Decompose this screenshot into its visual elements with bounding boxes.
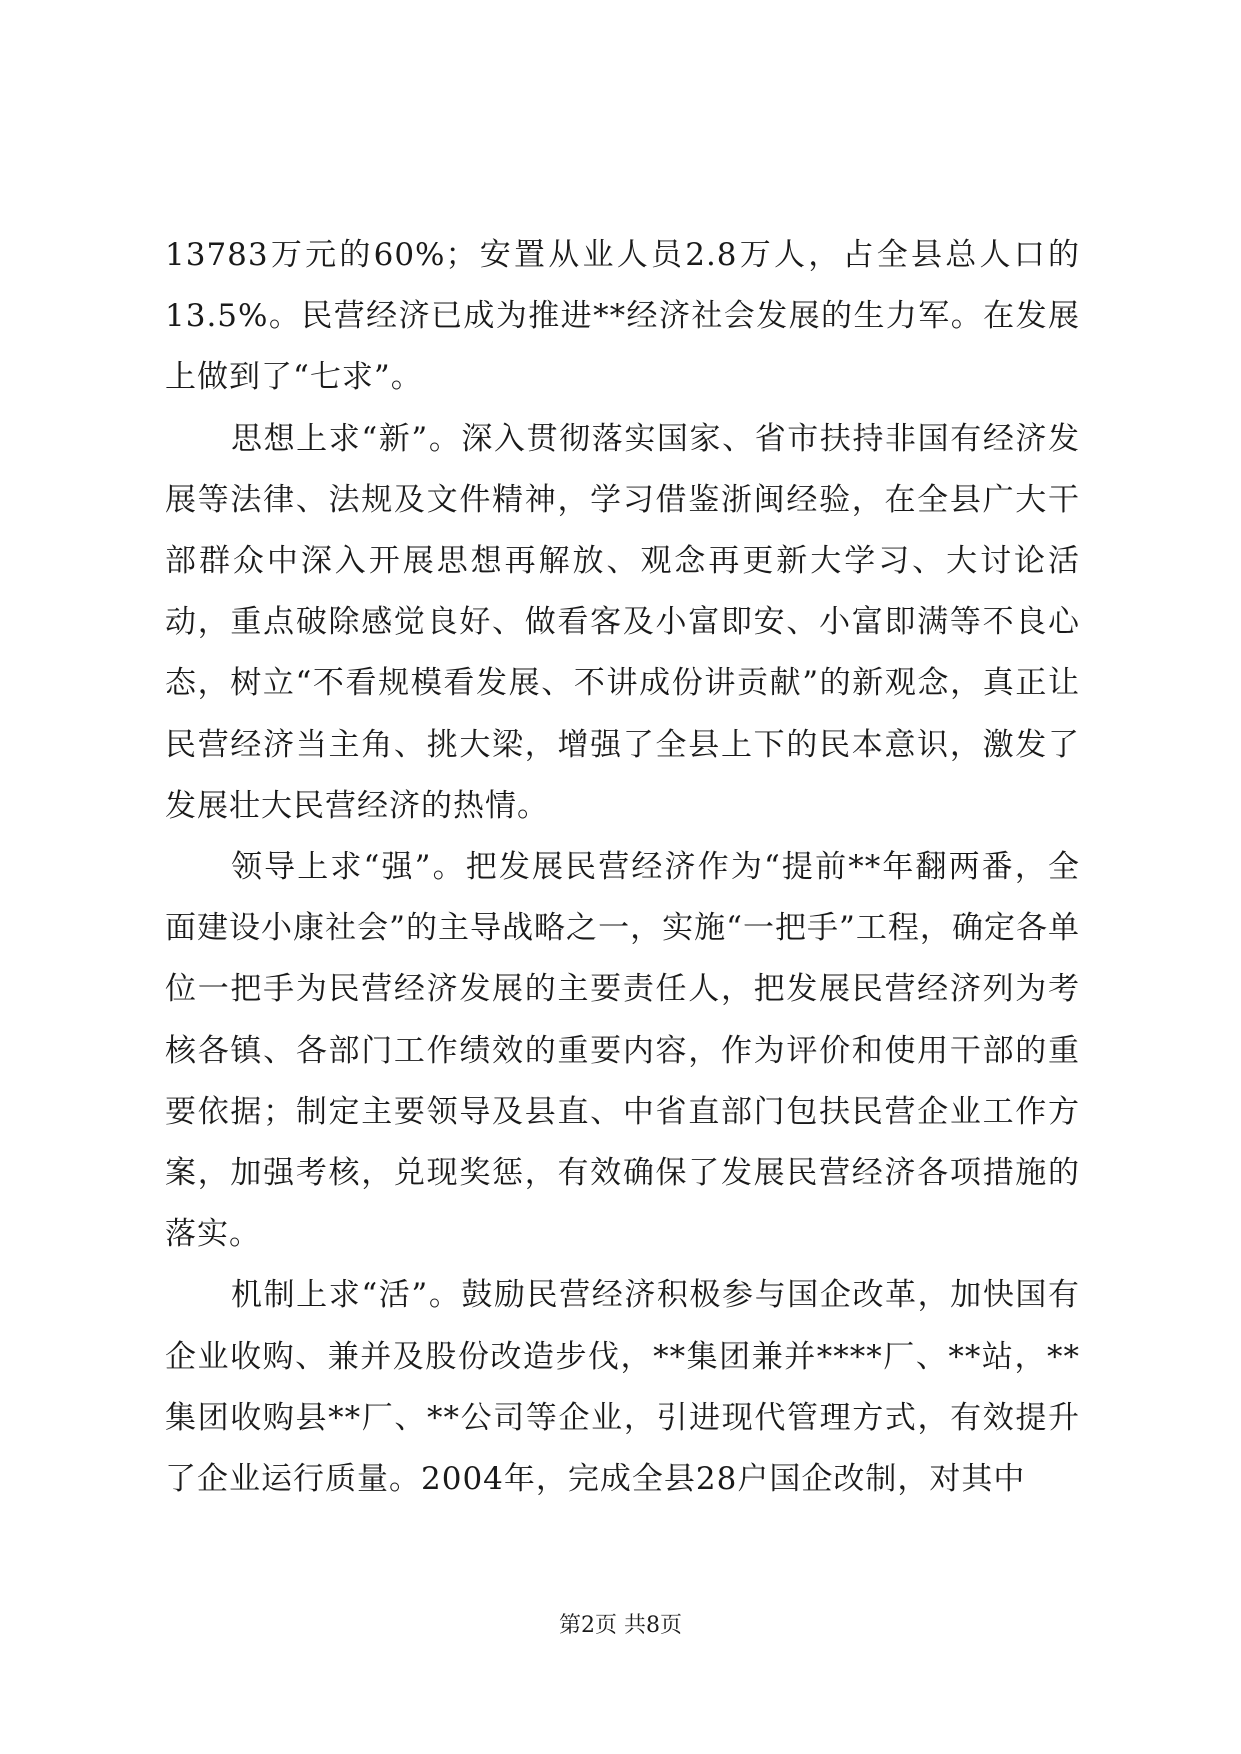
- page-number-footer: 第2页 共8页: [559, 1613, 682, 1638]
- paragraph-thought: 思想上求“新”。深入贯彻落实国家、省市扶持非国有经济发展等法律、法规及文件精神，学习借鉴浙闽经验，在全县广大干部群众中深入开展思想再解放、观念再更新大学习、大讨论活动，重点破除感觉良好、做看客及小富即安、小富即满等不良心态，树立“不看规模看发展、不讲成份讲贡献”的新观念，真正让民营经济当主角、挑大梁，增强了全县上下的民本意识，激发了发展壮大民营经济的热情。: [165, 420, 1080, 824]
- paragraph-leadership: 领导上求“强”。把发展民营经济作为“提前**年翻两番，全面建设小康社会”的主导战略之一，实施“一把手”工程，确定各单位一把手为民营经济发展的主要责任人，把发展民营经济列为考核各镇、各部门工作绩效的重要内容，作为评价和使用干部的重要依据；制定主要领导及县直、中省直部门包扶民营企业工作方案，加强考核，兑现奖惩，有效确保了发展民营经济各项措施的落实。: [165, 849, 1080, 1253]
- document-body: [165, 225, 1080, 1510]
- paragraph-mechanism: 机制上求“活”。鼓励民营经济积极参与国企改革，加快国有企业收购、兼并及股份改造步伐，**集团兼并****厂、**站，**集团收购县**厂、**公司等企业，引进现代管理方式，有效提升了企业运行质量。2004年，完成全县28户国企改制，对其中: [165, 1277, 1080, 1498]
- paragraph-intro: 13783万元的60%；安置从业人员2.8万人，占全县总人口的13.5%。民营经济已成为推进**经济社会发展的生力军。在发展上做到了“七求”。: [165, 237, 1080, 396]
